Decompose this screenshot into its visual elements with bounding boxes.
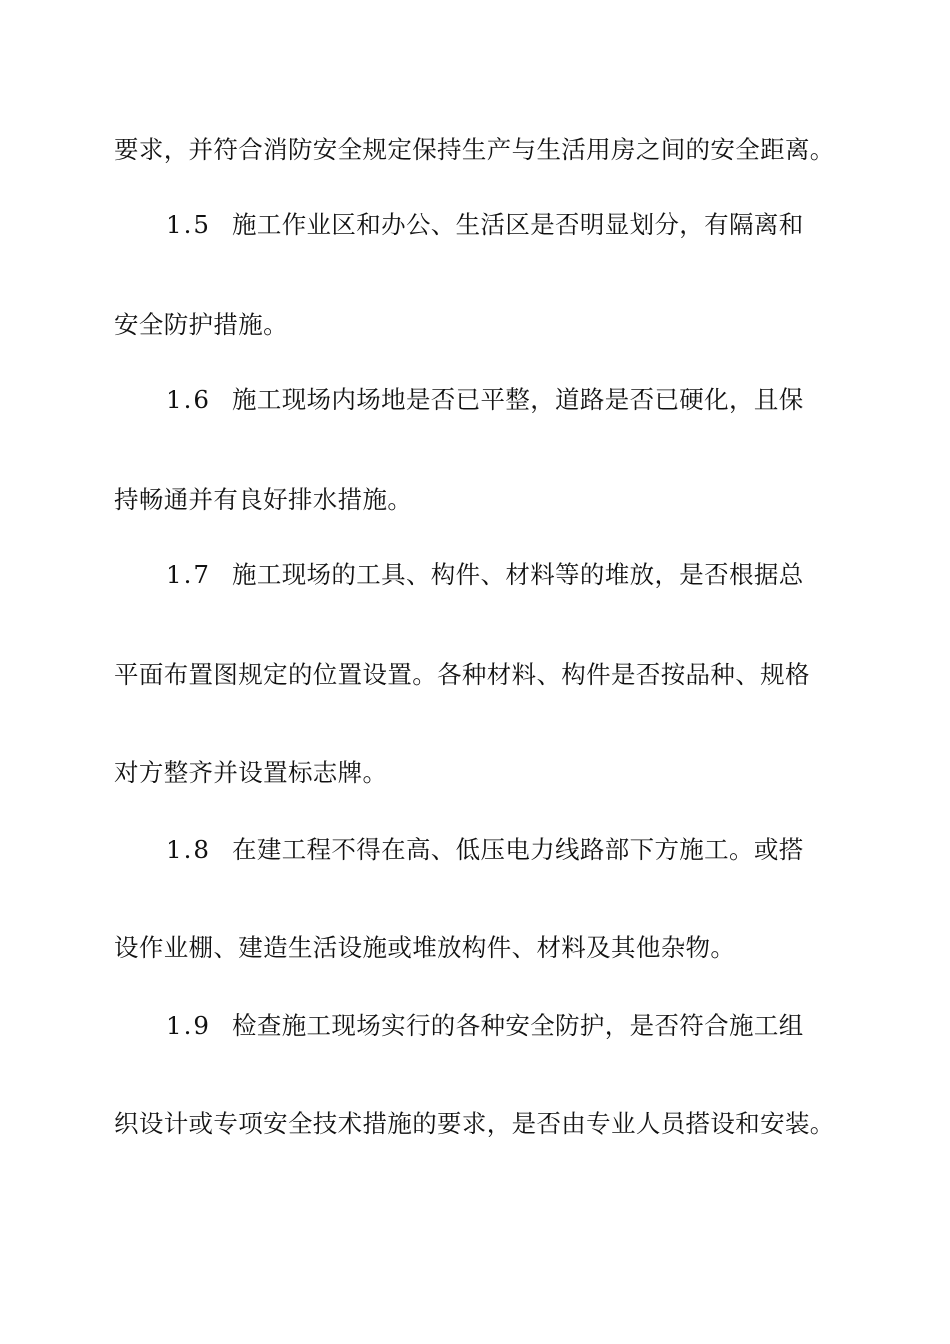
- item-1-8-line-2: 设作业棚、建造生活设施或堆放构件、材料及其他杂物。: [114, 933, 736, 962]
- item-1-6-line-2: 持畅通并有良好排水措施。: [114, 485, 413, 514]
- item-1-8-line-1: 1.8 在建工程不得在高、低压电力线路部下方施工。或搭: [166, 835, 804, 864]
- intro-line: 要求，并符合消防安全规定保持生产与生活用房之间的安全距离。: [114, 135, 835, 164]
- item-1-7-line-3: 对方整齐并设置标志牌。: [114, 758, 388, 787]
- item-1-9-line-1: 1.9 检查施工现场实行的各种安全防护，是否符合施工组: [166, 1011, 804, 1040]
- item-number: 1.7: [166, 560, 211, 589]
- item-number: 1.5: [166, 210, 211, 239]
- item-number: 1.6: [166, 385, 211, 414]
- item-1-7-line-1: 1.7 施工现场的工具、构件、材料等的堆放，是否根据总: [166, 560, 804, 589]
- item-number: 1.9: [166, 1011, 211, 1040]
- item-1-5-line-1: 1.5 施工作业区和办公、生活区是否明显划分，有隔离和: [166, 210, 804, 239]
- item-1-7-line-2: 平面布置图规定的位置设置。各种材料、构件是否按品种、规格: [114, 660, 810, 689]
- item-1-5-line-2: 安全防护措施。: [114, 310, 288, 339]
- item-1-6-line-1: 1.6 施工现场内场地是否已平整，道路是否已硬化，且保: [166, 385, 804, 414]
- item-1-9-line-2: 织设计或专项安全技术措施的要求，是否由专业人员搭设和安装。: [114, 1109, 835, 1138]
- item-number: 1.8: [166, 835, 211, 864]
